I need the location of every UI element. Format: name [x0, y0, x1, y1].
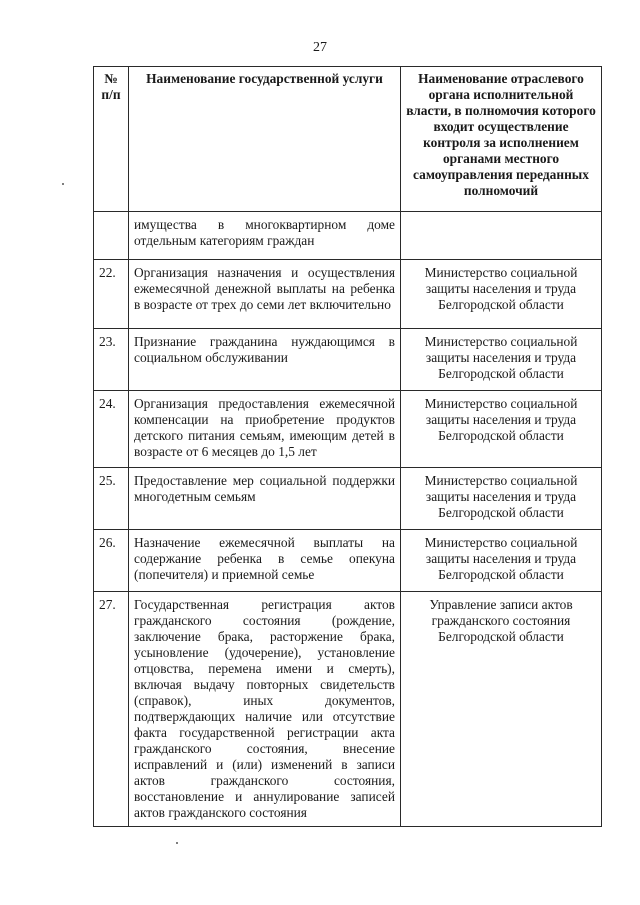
table-row — [94, 530, 602, 592]
row-service: Назначение ежемесячной выплаты на содержание ребенка в семье опекуна (попечителя) и приемной семье — [129, 530, 401, 592]
header-authority: Наименование отраслевого органа исполнительной власти, в полномочия которого входит осуществление контроля за исполнением органами местного самоуправления переданных полномочий — [401, 67, 602, 212]
row-service: Предоставление мер социальной поддержки многодетным семьям — [129, 468, 401, 530]
row-authority: Министерство социальной защиты населения и труда Белгородской области — [401, 391, 602, 468]
table-row — [94, 592, 602, 827]
page-number: 27 — [313, 40, 327, 55]
header-number: № п/п — [94, 67, 129, 212]
scan-speck — [176, 842, 178, 844]
row-service: Организация предоставления ежемесячной компенсации на приобретение продуктов детского питания семьям, имеющим детей в возрасте от 6 месяцев до 1,5 лет — [129, 391, 401, 468]
table-row — [94, 329, 602, 391]
table-row — [94, 260, 602, 329]
row-service: имущества в многоквартирном доме отдельным категориям граждан — [129, 212, 401, 260]
row-number — [94, 212, 129, 260]
table-row — [94, 212, 602, 260]
row-service: Государственная регистрация актов гражданского состояния (рождение, заключение брака, расторжение брака, усыновление (удочерение), установление отцовства, перемена имени и смерть), включая выдачу повторных свидетельств (справок), иных документов, подтверждающих наличие или отсутствие факта государственной регистрации акта гражданского состояния, внесение исправлений и (или) изменений в записи актов гражданского состояния, восстановление и аннулирование записей актов гражданского состояния — [129, 592, 401, 827]
table-row — [94, 468, 602, 530]
scan-speck — [62, 183, 64, 185]
row-number: 27. — [94, 592, 129, 827]
row-authority: Министерство социальной защиты населения и труда Белгородской области — [401, 260, 602, 329]
row-authority: Министерство социальной защиты населения и труда Белгородской области — [401, 468, 602, 530]
row-number: 25. — [94, 468, 129, 530]
row-authority: Министерство социальной защиты населения и труда Белгородской области — [401, 530, 602, 592]
row-authority — [401, 212, 602, 260]
table-header-row — [94, 67, 602, 212]
row-authority: Управление записи актов гражданского состояния Белгородской области — [401, 592, 602, 827]
header-service: Наименование государственной услуги — [129, 67, 401, 212]
services-table — [93, 66, 602, 827]
row-service: Организация назначения и осуществления ежемесячной денежной выплаты на ребенка в возрасте от трех до семи лет включительно — [129, 260, 401, 329]
row-service: Признание гражданина нуждающимся в социальном обслуживании — [129, 329, 401, 391]
table-row — [94, 391, 602, 468]
row-number: 24. — [94, 391, 129, 468]
row-number: 22. — [94, 260, 129, 329]
row-authority: Министерство социальной защиты населения и труда Белгородской области — [401, 329, 602, 391]
row-number: 23. — [94, 329, 129, 391]
row-number: 26. — [94, 530, 129, 592]
